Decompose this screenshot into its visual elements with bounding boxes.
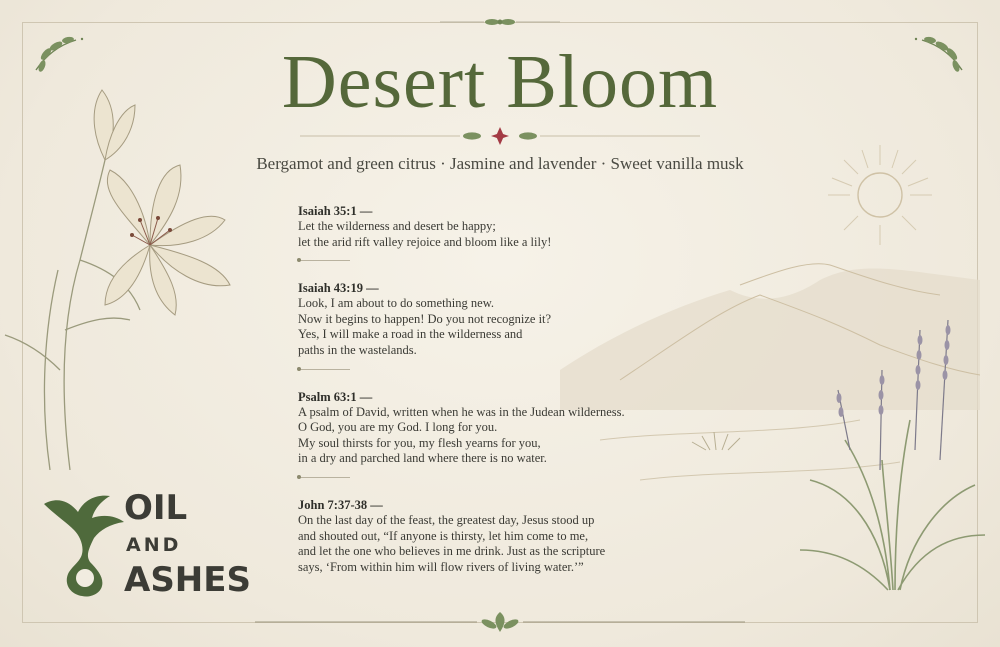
verse-line: in a dry and parched land where there is no water. [298, 451, 547, 466]
scent-notes: Bergamot and green citrus · Jasmine and lavender · Sweet vanilla musk [256, 154, 744, 173]
verse-line: Look, I am about to do something new. [298, 296, 495, 311]
logo-text-ashes: ASHES [124, 560, 251, 600]
verse-line: On the last day of the feast, the greatest day, Jesus stood up [298, 512, 595, 527]
lily-flower-icon [0, 70, 250, 470]
verse-separator [298, 260, 350, 261]
verse-list [298, 204, 678, 575]
logo-text-oil: OIL [124, 488, 188, 528]
verse-line: Let the wilderness and desert be happy; [298, 219, 496, 233]
verse-separator [298, 369, 350, 370]
verse-line: A psalm of David, written when he was in the Judean wilderness. [298, 404, 625, 419]
yucca-plant-icon [790, 310, 990, 610]
verse-reference: John 7:37-38 — [298, 497, 383, 512]
top-ornament-icon [440, 12, 560, 32]
verse-item [298, 281, 678, 369]
brand-logo [44, 490, 264, 600]
verse-reference: Isaiah 35:1 — [298, 204, 373, 218]
verse-line: Now it begins to happen! Do you not recognize it? [298, 311, 552, 326]
verse-line: and let the one who believes in me drink. Just as the scripture [298, 544, 606, 559]
verse-line: let the arid rift valley rejoice and bloom like a lily! [298, 234, 552, 249]
verse-line: O God, you are my God. I long for you. [298, 420, 498, 435]
logo-text-and: AND [126, 534, 182, 556]
verse-reference: Psalm 63:1 — [298, 389, 373, 404]
verse-item [298, 390, 678, 478]
verse-line: paths in the wastelands. [298, 342, 417, 357]
verse-line: and shouted out, “If anyone is thirsty, let him come to me, [298, 528, 589, 543]
verse-line: My soul thirsts for you, my flesh yearns for you, [298, 435, 541, 450]
page-title: Desert Bloom [281, 40, 719, 124]
verse-line: says, ‘From within him will flow rivers of living water.’” [298, 559, 584, 574]
verse-line: Yes, I will make a road in the wilderness and [298, 327, 523, 342]
title-divider-icon [300, 126, 700, 146]
bottom-ornament-icon [255, 610, 745, 636]
verse-reference: Isaiah 43:19 — [298, 281, 379, 296]
verse-separator [298, 477, 350, 478]
verse-item [298, 498, 678, 575]
phoenix-drop-icon [44, 490, 124, 600]
verse-item [298, 204, 678, 261]
